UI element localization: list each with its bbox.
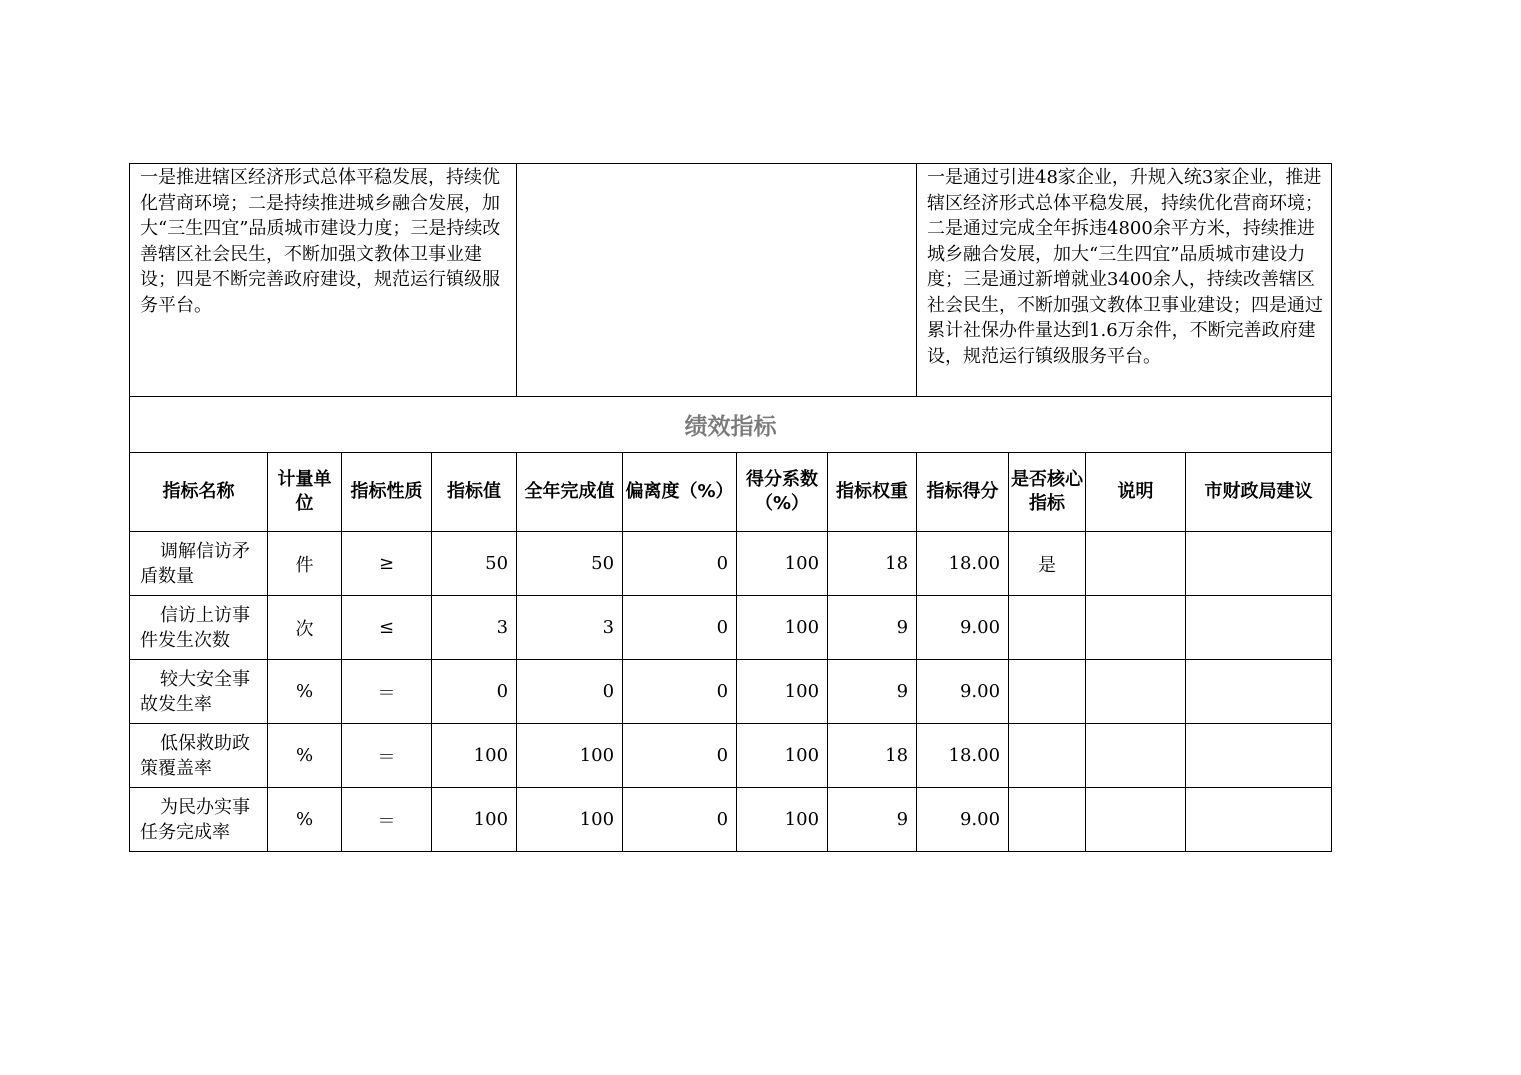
performance-sheet: [129, 163, 1331, 852]
header-target: 指标值: [432, 453, 517, 532]
actual-cell: 100: [517, 788, 623, 852]
core-cell: [1009, 596, 1086, 660]
table-row: [130, 724, 1332, 788]
actual-cell: 100: [517, 724, 623, 788]
target-cell: 100: [432, 724, 517, 788]
advice-cell: [1186, 532, 1332, 596]
score-cell: 18.00: [917, 724, 1009, 788]
section-row: [130, 397, 1332, 453]
actual-cell: 3: [517, 596, 623, 660]
nature-cell: ＝: [342, 660, 432, 724]
header-actual: 全年完成值: [517, 453, 623, 532]
table-row: [130, 788, 1332, 852]
deviation-cell: 0: [623, 660, 737, 724]
summary-row: [130, 164, 1332, 397]
header-coef: 得分系数（%）: [737, 453, 828, 532]
nature-cell: ＝: [342, 788, 432, 852]
header-deviation: 偏离度（%）: [623, 453, 737, 532]
coef-cell: 100: [737, 788, 828, 852]
coef-cell: 100: [737, 532, 828, 596]
advice-cell: [1186, 788, 1332, 852]
table-row: [130, 660, 1332, 724]
result-text: 一是通过引进48家企业，升规入统3家企业，推进辖区经济形式总体平稳发展，持续优化营商环境；二是通过完成全年拆违4800余平方米，持续推进城乡融合发展，加大“三生四宜”品质城市建设力度；三是通过新增就业3400余人，持续改善辖区社会民生，不断加强文教体卫事业建设；四是通过累计社保办件量达到1.6万余件，不断完善政府建设，规范运行镇级服务平台。: [917, 164, 1332, 397]
indicator-name: 为民办实事任务完成率: [130, 788, 268, 852]
target-cell: 50: [432, 532, 517, 596]
note-cell: [1086, 788, 1186, 852]
indicator-name: 调解信访矛盾数量: [130, 532, 268, 596]
core-cell: [1009, 788, 1086, 852]
core-cell: 是: [1009, 532, 1086, 596]
goal-text: 一是推进辖区经济形式总体平稳发展，持续优化营商环境；二是持续推进城乡融合发展，加大“三生四宜”品质城市建设力度；三是持续改善辖区社会民生，不断加强文教体卫事业建设；四是不断完善政府建设，规范运行镇级服务平台。: [130, 164, 517, 397]
header-unit: 计量单位: [268, 453, 342, 532]
unit-cell: 次: [268, 596, 342, 660]
score-cell: 18.00: [917, 532, 1009, 596]
table-row: [130, 596, 1332, 660]
section-title: 绩效指标: [130, 397, 1332, 453]
nature-cell: ≤: [342, 596, 432, 660]
deviation-cell: 0: [623, 596, 737, 660]
header-weight: 指标权重: [828, 453, 917, 532]
note-cell: [1086, 532, 1186, 596]
note-cell: [1086, 660, 1186, 724]
unit-cell: 件: [268, 532, 342, 596]
indicator-name: 低保救助政策覆盖率: [130, 724, 268, 788]
target-cell: 100: [432, 788, 517, 852]
target-cell: 3: [432, 596, 517, 660]
header-advice: 市财政局建议: [1186, 453, 1332, 532]
coef-cell: 100: [737, 596, 828, 660]
weight-cell: 18: [828, 532, 917, 596]
note-cell: [1086, 724, 1186, 788]
score-cell: 9.00: [917, 788, 1009, 852]
score-cell: 9.00: [917, 596, 1009, 660]
weight-cell: 9: [828, 788, 917, 852]
header-nature: 指标性质: [342, 453, 432, 532]
indicator-name: 信访上访事件发生次数: [130, 596, 268, 660]
core-cell: [1009, 724, 1086, 788]
header-score: 指标得分: [917, 453, 1009, 532]
header-row: [130, 453, 1332, 532]
header-note: 说明: [1086, 453, 1186, 532]
advice-cell: [1186, 596, 1332, 660]
header-name: 指标名称: [130, 453, 268, 532]
nature-cell: ＝: [342, 724, 432, 788]
middle-text: [517, 164, 917, 397]
coef-cell: 100: [737, 724, 828, 788]
unit-cell: %: [268, 660, 342, 724]
deviation-cell: 0: [623, 532, 737, 596]
note-cell: [1086, 596, 1186, 660]
nature-cell: ≥: [342, 532, 432, 596]
weight-cell: 9: [828, 596, 917, 660]
advice-cell: [1186, 724, 1332, 788]
unit-cell: %: [268, 788, 342, 852]
indicator-name: 较大安全事故发生率: [130, 660, 268, 724]
actual-cell: 50: [517, 532, 623, 596]
advice-cell: [1186, 660, 1332, 724]
header-core: 是否核心指标: [1009, 453, 1086, 532]
core-cell: [1009, 660, 1086, 724]
weight-cell: 9: [828, 660, 917, 724]
target-cell: 0: [432, 660, 517, 724]
performance-table: [129, 163, 1332, 852]
coef-cell: 100: [737, 660, 828, 724]
actual-cell: 0: [517, 660, 623, 724]
table-row: [130, 532, 1332, 596]
weight-cell: 18: [828, 724, 917, 788]
deviation-cell: 0: [623, 724, 737, 788]
unit-cell: %: [268, 724, 342, 788]
score-cell: 9.00: [917, 660, 1009, 724]
deviation-cell: 0: [623, 788, 737, 852]
